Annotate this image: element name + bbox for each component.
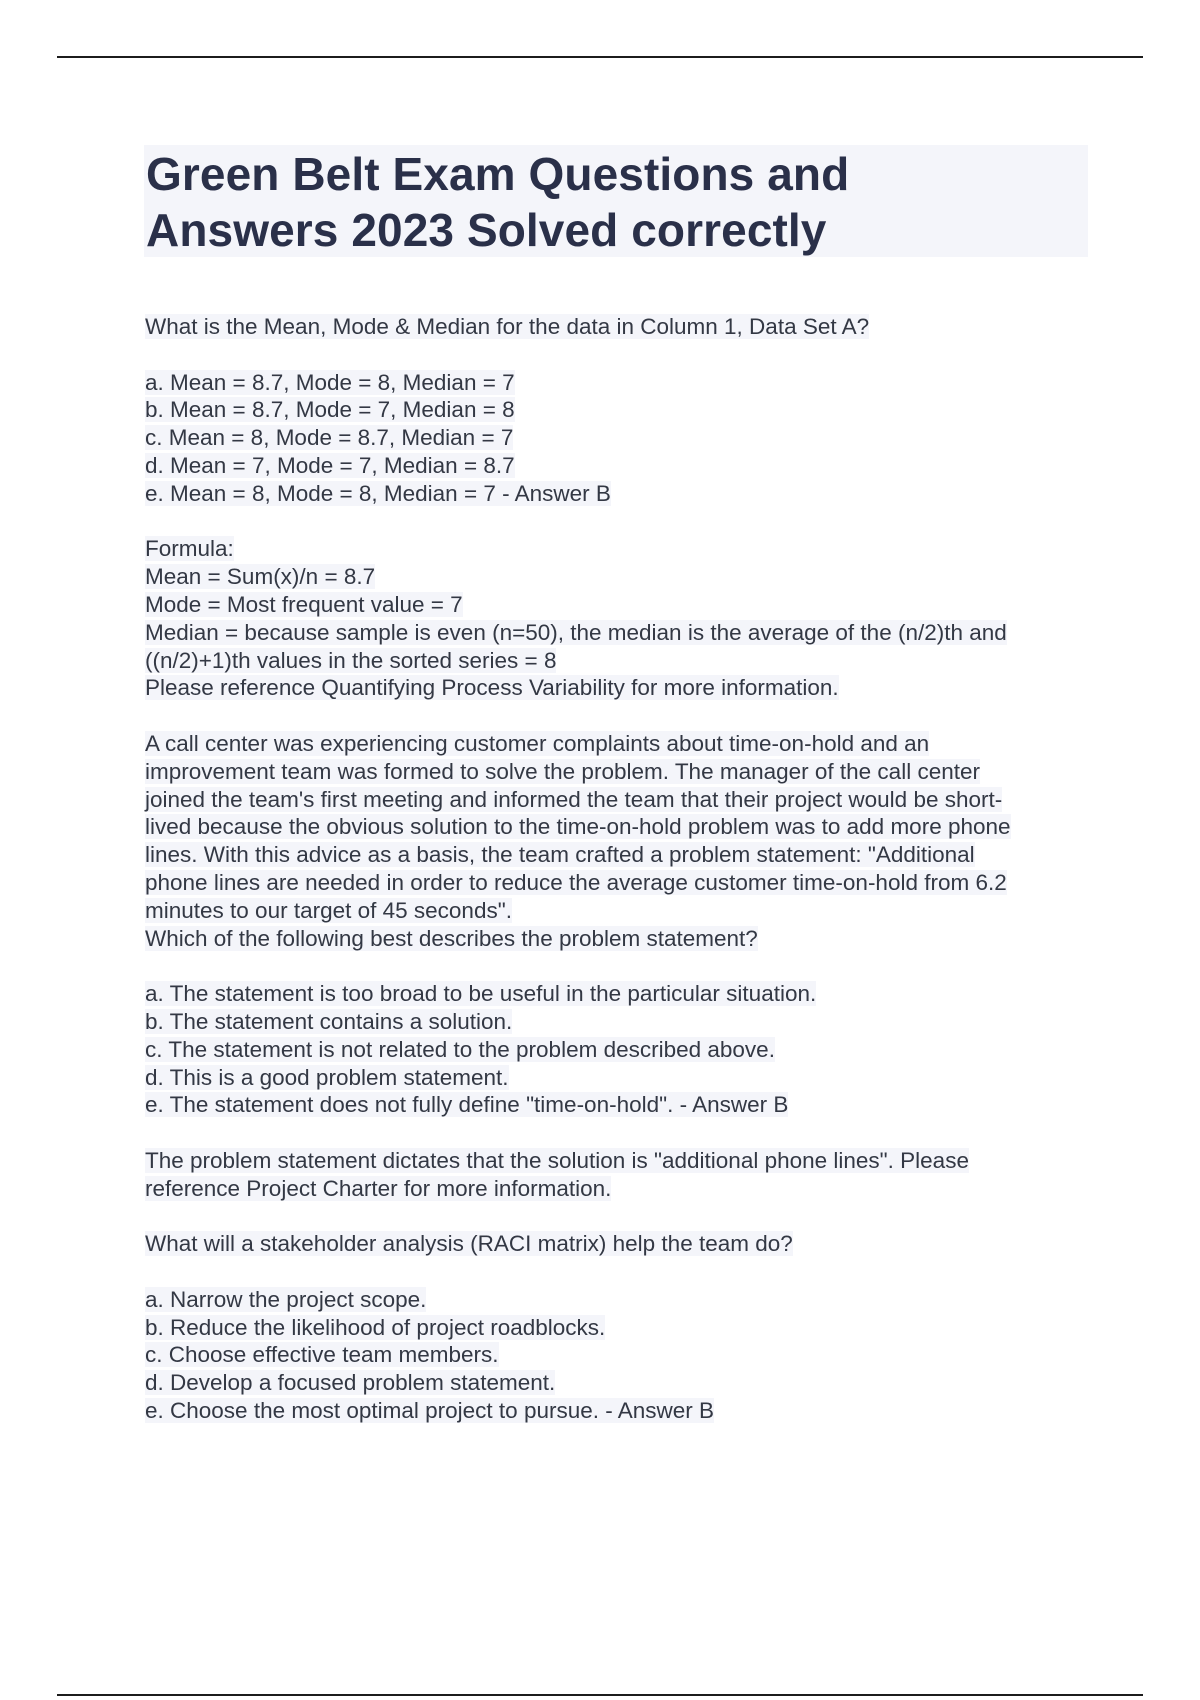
explanation-line: Mode = Most frequent value = 7 (145, 591, 463, 617)
explanation-line: ((n/2)+1)th values in the sorted series = 8 (145, 647, 557, 673)
explanation-line: Mean = Sum(x)/n = 8.7 (145, 564, 376, 590)
question-3-options (145, 1286, 1085, 1425)
option-c: c. Mean = 8, Mode = 8.7, Median = 7 (145, 425, 514, 451)
explanation-line: Please reference Quantifying Process Variability for more information. (145, 675, 839, 701)
question-2-text (145, 730, 1085, 952)
document-body (145, 313, 1085, 1425)
option-d: d. Develop a focused problem statement. (145, 1370, 556, 1396)
question-line: A call center was experiencing customer complaints about time-on-hold and an (145, 730, 930, 756)
option-a: a. Mean = 8.7, Mode = 8, Median = 7 (145, 369, 515, 395)
question-2-explanation (145, 1147, 1085, 1203)
option-d: d. This is a good problem statement. (145, 1064, 509, 1090)
option-b: b. The statement contains a solution. (145, 1008, 513, 1034)
option-d: d. Mean = 7, Mode = 7, Median = 8.7 (145, 452, 515, 478)
option-a: a. Narrow the project scope. (145, 1286, 427, 1312)
explanation-line: Median = because sample is even (n=50), the median is the average of the (n/2)th and (145, 619, 1007, 645)
question-3-text: What will a stakeholder analysis (RACI matrix) help the team do? (145, 1231, 793, 1257)
option-c: c. Choose effective team members. (145, 1342, 499, 1368)
question-1-text: What is the Mean, Mode & Median for the data in Column 1, Data Set A? (145, 314, 870, 339)
option-c: c. The statement is not related to the problem described above. (145, 1036, 775, 1062)
explanation-line: Formula: (145, 536, 234, 562)
question-line: improvement team was formed to solve the problem. The manager of the call center (145, 758, 980, 784)
option-b: b. Mean = 8.7, Mode = 7, Median = 8 (145, 397, 515, 423)
question-line: Which of the following best describes the problem statement? (145, 925, 758, 951)
question-line: lived because the obvious solution to the time-on-hold problem was to add more phone (145, 814, 1011, 840)
bottom-rule (57, 1694, 1143, 1696)
top-rule (57, 56, 1143, 58)
option-e-answer: e. The statement does not fully define "time-on-hold". - Answer B (145, 1092, 789, 1118)
question-1-explanation (145, 535, 1085, 702)
question-line: lines. With this advice as a basis, the team crafted a problem statement: "Additional (145, 842, 975, 868)
explanation-line: The problem statement dictates that the solution is "additional phone lines". Please (145, 1147, 969, 1173)
title-line-2: Answers 2023 Solved correctly (146, 204, 827, 256)
question-line: minutes to our target of 45 seconds". (145, 897, 512, 923)
question-3 (145, 1230, 1085, 1425)
option-b: b. Reduce the likelihood of project roadblocks. (145, 1314, 606, 1340)
explanation-line: reference Project Charter for more information. (145, 1175, 612, 1201)
option-a: a. The statement is too broad to be useful in the particular situation. (145, 981, 817, 1007)
title-line-1: Green Belt Exam Questions and (146, 148, 850, 200)
question-1 (145, 313, 1085, 702)
option-e-answer: e. Choose the most optimal project to pursue. - Answer B (145, 1398, 715, 1424)
question-line: joined the team's first meeting and informed the team that their project would be short- (145, 786, 1003, 812)
question-2-options (145, 980, 1085, 1119)
question-2 (145, 730, 1085, 1203)
document-title (146, 146, 849, 258)
question-1-options (145, 369, 1085, 508)
question-line: phone lines are needed in order to reduce the average customer time-on-hold from 6.2 (145, 869, 1007, 895)
option-e-answer: e. Mean = 8, Mode = 8, Median = 7 - Answer B (145, 480, 611, 506)
